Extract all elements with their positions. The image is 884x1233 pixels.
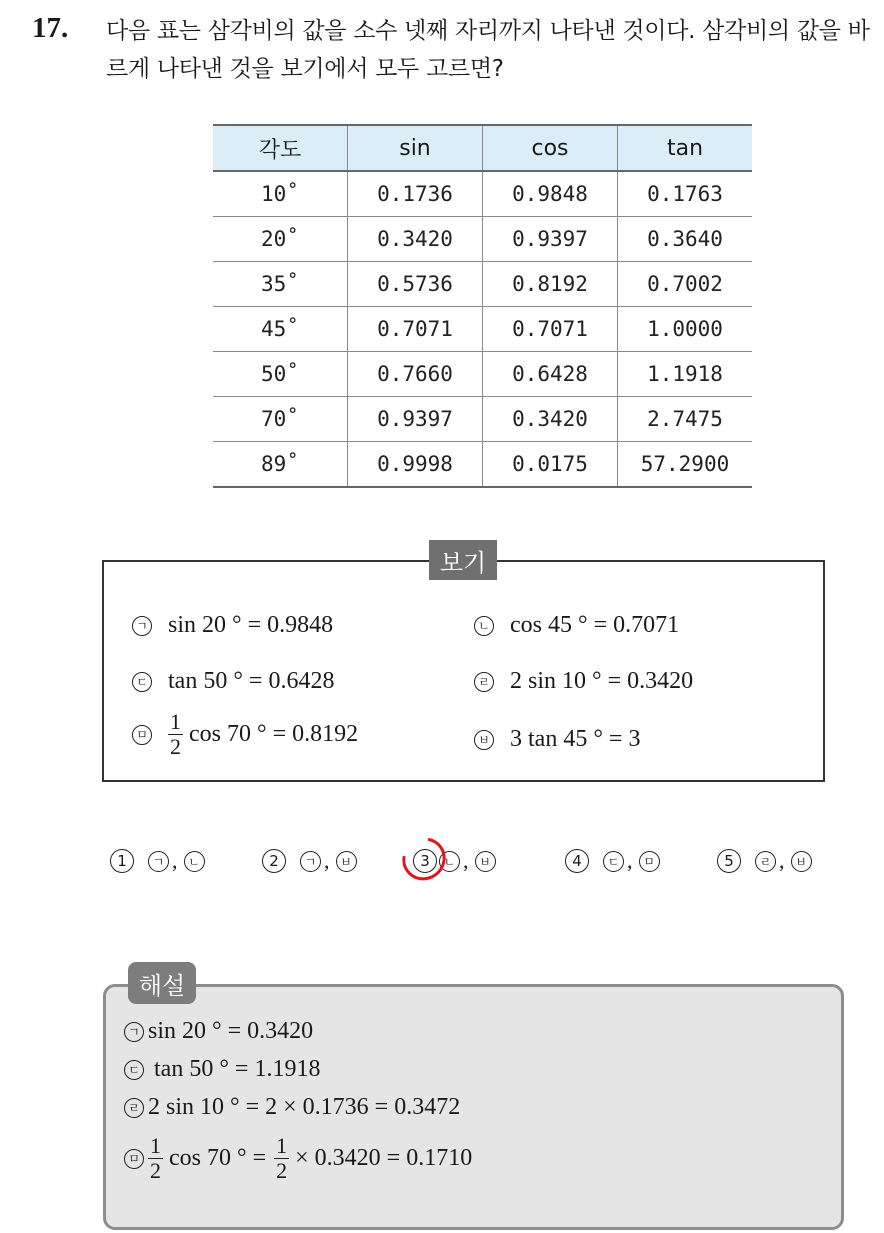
choice-number: 2: [262, 849, 286, 873]
solution-line: [124, 1094, 460, 1121]
bogi-expr: sin 20 ° = 0.9848: [168, 612, 334, 638]
fraction-numerator: 1: [170, 709, 181, 734]
bogi-item-rieul: [474, 668, 693, 695]
fraction-denominator: 2: [170, 734, 181, 759]
table-cell: 2.7475: [618, 397, 753, 442]
fraction: [168, 710, 183, 759]
question-number: 17.: [32, 12, 69, 44]
bogi-item-nieun: [474, 612, 679, 639]
fraction-numerator: 1: [150, 1133, 161, 1158]
table-cell: 0.9397: [483, 217, 618, 262]
solution-expr: sin 20 ° = 0.3420: [148, 1018, 314, 1044]
choice-number: 1: [110, 849, 134, 873]
table-row: [213, 442, 752, 488]
header-sin: sin: [348, 125, 483, 171]
choice-number: 4: [565, 849, 589, 873]
circled-letter-icon: ㄱ: [300, 851, 321, 872]
circled-letter-icon: ㄹ: [474, 672, 494, 692]
circled-letter-icon: ㄴ: [439, 851, 460, 872]
table-cell: 0.7071: [348, 307, 483, 352]
table-cell: 0.0175: [483, 442, 618, 488]
table-cell: 10˚: [213, 171, 348, 217]
table-cell: 89˚: [213, 442, 348, 488]
circled-letter-icon: ㅂ: [791, 851, 812, 872]
circled-letter-icon: ㄴ: [184, 851, 205, 872]
fraction-denominator: 2: [276, 1158, 288, 1183]
table-cell: 20˚: [213, 217, 348, 262]
bogi-expr: 2 sin 10 ° = 0.3420: [510, 668, 694, 694]
circled-letter-icon: ㄷ: [132, 672, 152, 692]
choice-5[interactable]: 5 ㄹ , ㅂ: [717, 848, 812, 874]
table-cell: 45˚: [213, 307, 348, 352]
choice-3[interactable]: 3 ㄴ , ㅂ: [413, 848, 496, 874]
table-cell: 70˚: [213, 397, 348, 442]
table-cell: 57.2900: [618, 442, 753, 488]
table-cell: 0.3420: [348, 217, 483, 262]
table-cell: 50˚: [213, 352, 348, 397]
circled-letter-icon: ㅁ: [124, 1149, 144, 1169]
bogi-item-digeut: [132, 668, 334, 695]
table-cell: 0.7660: [348, 352, 483, 397]
circled-letter-icon: ㄹ: [124, 1098, 144, 1118]
trig-table: [213, 124, 752, 488]
circled-letter-icon: ㅂ: [336, 851, 357, 872]
header-cos: cos: [483, 125, 618, 171]
choice-2[interactable]: 2 ㄱ , ㅂ: [262, 848, 357, 874]
fraction-denominator: 2: [150, 1158, 161, 1183]
circled-letter-icon: ㄱ: [124, 1022, 144, 1042]
table-cell: 1.0000: [618, 307, 753, 352]
solution-expr: 2 sin 10 ° = 2 × 0.1736 = 0.3472: [148, 1094, 461, 1120]
circled-letter-icon: ㄹ: [755, 851, 776, 872]
table-cell: 0.1763: [618, 171, 753, 217]
bogi-expr: tan 50 ° = 0.6428: [168, 668, 335, 694]
header-tan: tan: [618, 125, 753, 171]
solution-expr: × 0.3420 = 0.1710: [295, 1145, 473, 1171]
circled-letter-icon: ㅂ: [474, 730, 494, 750]
table-cell: 35˚: [213, 262, 348, 307]
solution-expr: tan 50 ° = 1.1918: [154, 1056, 321, 1082]
table-cell: 0.9998: [348, 442, 483, 488]
bogi-expr: cos 45 ° = 0.7071: [510, 612, 680, 638]
circled-letter-icon: ㄴ: [474, 616, 494, 636]
solution-label: 해설: [128, 962, 196, 1004]
table-header-row: [213, 125, 752, 171]
choice-1[interactable]: 1 ㄱ , ㄴ: [110, 848, 205, 874]
solution-line: [124, 1134, 472, 1183]
table-cell: 0.9848: [483, 171, 618, 217]
table-cell: 0.8192: [483, 262, 618, 307]
header-angle: 각도: [213, 125, 348, 171]
solution-line: [124, 1056, 320, 1083]
fraction: [274, 1134, 289, 1183]
table-cell: 0.9397: [348, 397, 483, 442]
choice-4[interactable]: 4 ㄷ , ㅁ: [565, 848, 660, 874]
table-row: [213, 217, 752, 262]
circled-letter-icon: ㅁ: [639, 851, 660, 872]
table-cell: 0.7002: [618, 262, 753, 307]
bogi-item-bieup: [474, 726, 640, 753]
bogi-expr: 3 tan 45 ° = 3: [510, 726, 641, 752]
bogi-item-giyeok: [132, 612, 333, 639]
table-cell: 0.3420: [483, 397, 618, 442]
choice-number: 5: [717, 849, 741, 873]
table-row: [213, 262, 752, 307]
table-cell: 0.6428: [483, 352, 618, 397]
table-cell: 0.3640: [618, 217, 753, 262]
circled-letter-icon: ㄷ: [124, 1060, 144, 1080]
fraction: [148, 1134, 163, 1183]
table-row: [213, 397, 752, 442]
solution-expr: cos 70 ° =: [169, 1145, 267, 1171]
table-cell: 0.7071: [483, 307, 618, 352]
circled-letter-icon: ㄷ: [603, 851, 624, 872]
circled-letter-icon: ㄱ: [148, 851, 169, 872]
circled-letter-icon: ㄱ: [132, 616, 152, 636]
bogi-label: 보기: [429, 540, 497, 580]
table-row: [213, 171, 752, 217]
fraction-numerator: 1: [276, 1133, 288, 1158]
bogi-expr: cos 70 ° = 0.8192: [189, 721, 359, 747]
choice-number: 3: [413, 849, 437, 873]
circled-letter-icon: ㅁ: [132, 725, 152, 745]
question-text: 다음 표는 삼각비의 값을 소수 넷째 자리까지 나타낸 것이다. 삼각비의 값을 바르게 나타낸 것을 보기에서 모두 고르면?: [106, 18, 870, 82]
answer-mark-icon: [394, 829, 454, 889]
table-row: [213, 307, 752, 352]
circled-letter-icon: ㅂ: [475, 851, 496, 872]
table-cell: 1.1918: [618, 352, 753, 397]
table-row: [213, 352, 752, 397]
solution-line: [124, 1018, 313, 1045]
table-cell: 0.5736: [348, 262, 483, 307]
table-cell: 0.1736: [348, 171, 483, 217]
bogi-item-mieum: [132, 710, 358, 759]
